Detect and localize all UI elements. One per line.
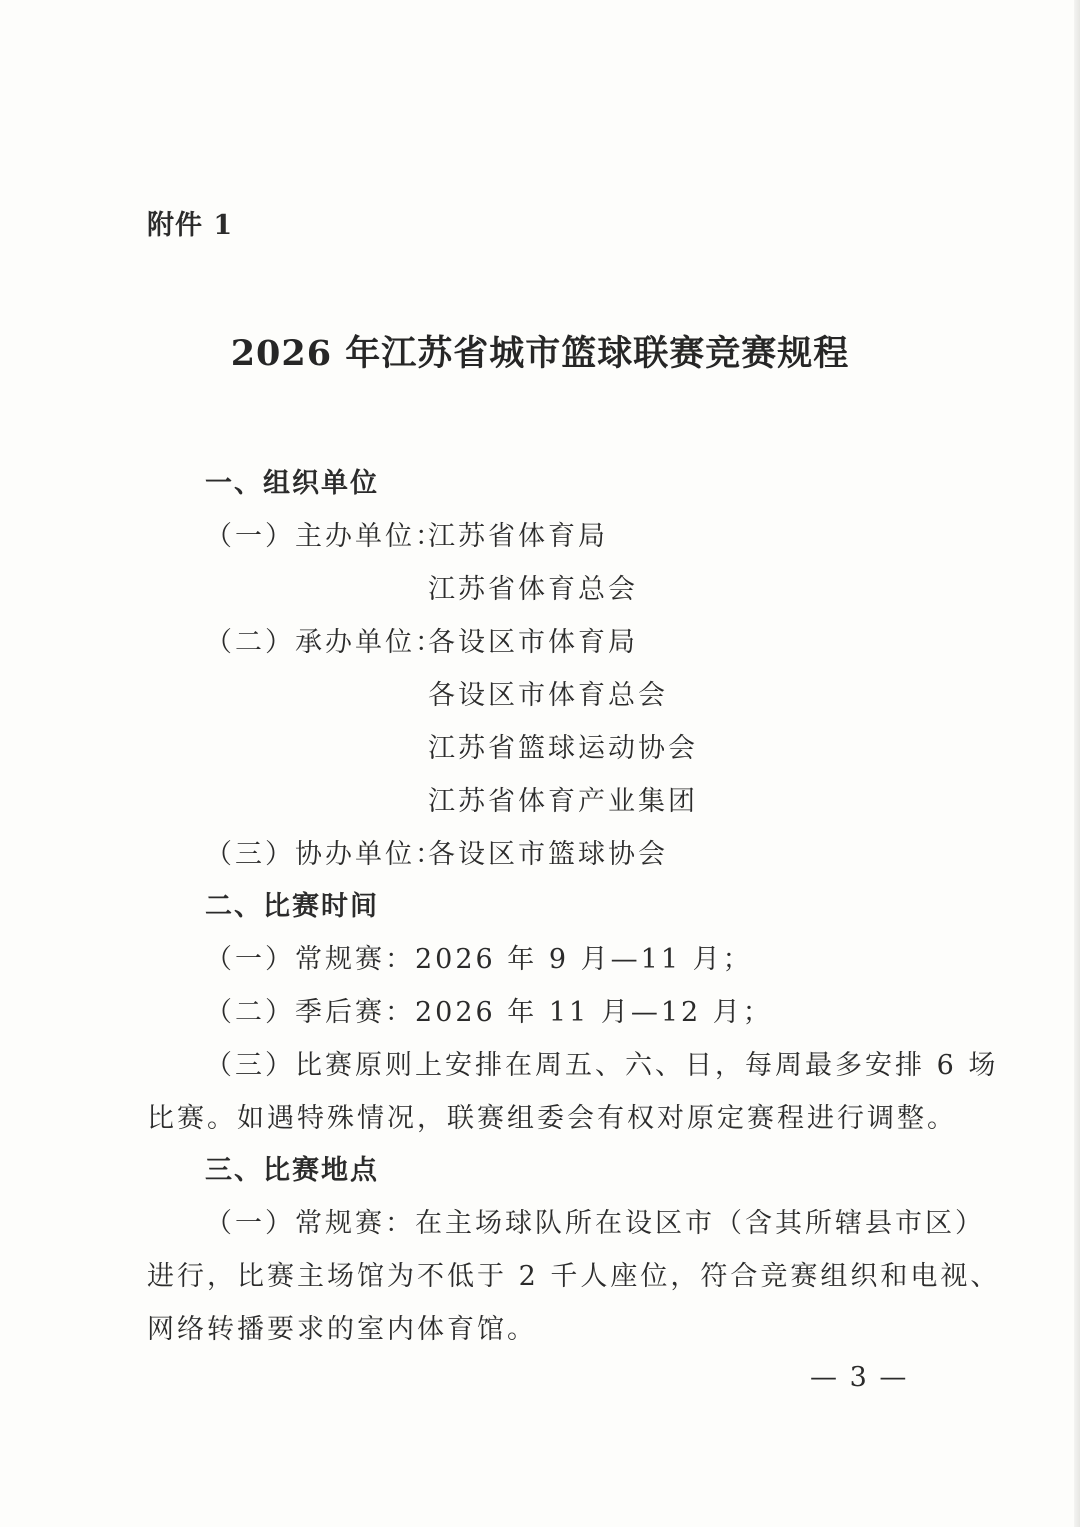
schedule-item: （二）季后赛：2026 年 11 月—12 月；	[205, 997, 773, 1028]
attachment-label: 附件 1	[147, 210, 234, 241]
venue-paragraph-line: （一）常规赛：在主场球队所在设区市（含其所辖县市区）	[205, 1208, 985, 1239]
section-heading-schedule: 二、比赛时间	[205, 891, 379, 922]
section-heading-venue: 三、比赛地点	[205, 1155, 379, 1186]
organizer-unit: 江苏省体育产业集团	[428, 786, 698, 817]
venue-paragraph-line: 进行，比赛主场馆为不低于 2 千人座位，符合竞赛组织和电视、	[147, 1261, 1001, 1292]
host-units-label: （一）主办单位：	[205, 521, 445, 552]
section-heading-organization: 一、组织单位	[205, 468, 379, 499]
organizer-unit: 各设区市体育总会	[428, 680, 668, 711]
organizer-unit: 各设区市体育局	[428, 627, 638, 658]
document-title: 2026 年江苏省城市篮球联赛竞赛规程	[230, 333, 850, 374]
venue-paragraph-line: 网络转播要求的室内体育馆。	[147, 1314, 537, 1345]
organizer-unit: 江苏省篮球运动协会	[428, 733, 698, 764]
page-number: — 3 —	[810, 1362, 909, 1393]
page-edge	[1074, 0, 1080, 1527]
host-unit: 江苏省体育总会	[428, 574, 638, 605]
schedule-item: （一）常规赛：2026 年 9 月—11 月；	[205, 944, 753, 975]
organizer-units-label: （二）承办单位：	[205, 627, 445, 658]
host-unit: 江苏省体育局	[428, 521, 608, 552]
schedule-item: （三）比赛原则上安排在周五、六、日，每周最多安排 6 场	[205, 1050, 999, 1081]
coorganizer-units-label: （三）协办单位：	[205, 839, 445, 870]
coorganizer-unit: 各设区市篮球协会	[428, 839, 668, 870]
schedule-item-continuation: 比赛。如遇特殊情况，联赛组委会有权对原定赛程进行调整。	[147, 1103, 957, 1134]
